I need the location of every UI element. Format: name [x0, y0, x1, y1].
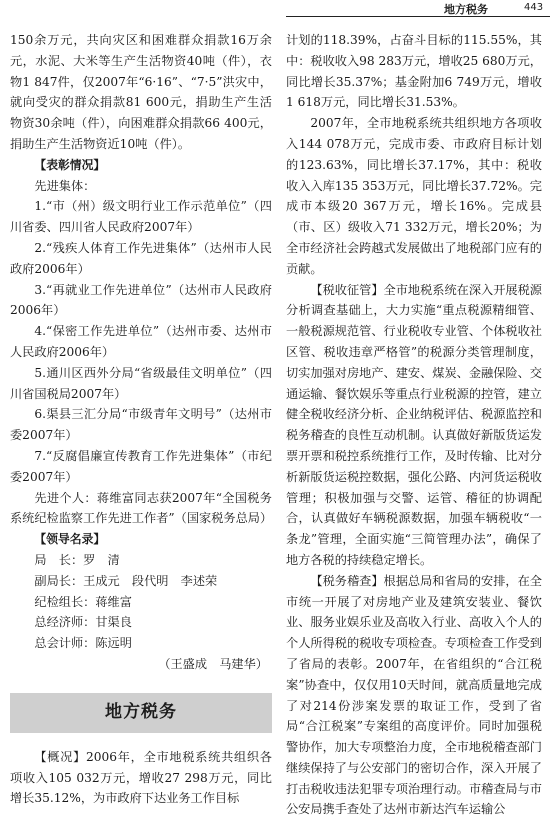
running-header [0, 0, 550, 18]
header-title: 地方税务 [444, 3, 488, 16]
leader-discipline: 纪检组长：蒋维富 [34, 594, 132, 609]
right-paragraph-2: 2007年，全市地税系统共组织地方各项收入144 078万元，完成市委、市政府目标计划的123.63%，同比增长37.17%，其中：税收收入入库135 353万元，同比增长37.72%。完成市本级20 367万元，增长16%。完成县（市、区）级收入71 332万元，增长20%；为全市经济社会跨越式发展做出了地税部门应有的贡献。 [286, 116, 542, 276]
page-number: 443 [524, 2, 544, 13]
right-column [286, 30, 542, 820]
collective-item-6: 6.渠县三汇分局“市级青年文明号”（达州市委2007年） [10, 407, 272, 443]
leader-economist: 总经济师：甘渠良 [34, 615, 132, 630]
individual-paragraph: 先进个人：蒋维富同志获2007年“全国税务系统纪检监察工作先进工作者”（国家税务总局） [10, 490, 273, 526]
section-banner [10, 693, 272, 733]
header-rule [286, 16, 550, 17]
leaders-head-label: 【领导名录】 [34, 532, 106, 547]
collective-item-3: 3.“再就业工作先进单位”（达州市人民政府2006年） [10, 282, 272, 318]
section-title: 地方税务 [105, 702, 177, 723]
overview-paragraph: 【概况】2006年，全市地税系统共组织各项收入105 032万元，增收27 298万元，同比增长35.12%，为市政府下达业务工作目标 [10, 749, 272, 806]
collective-item-1: 1.“市（州）级文明行业工作示范单位”（四川省委、四川省人民政府2007年） [10, 199, 272, 235]
leader-accountant: 总会计师：陈远明 [34, 636, 132, 651]
left-column [10, 30, 272, 809]
collective-item-5: 5.通川区西外分局“省级最佳文明单位”（四川省国税局2007年） [10, 365, 272, 401]
collective-item-2: 2.“残疾人体育工作先进集体”（达州市人民政府2006年） [10, 240, 272, 276]
leaders-heading [10, 529, 272, 550]
leader-deputies: 副局长：王成元 段代明 李述荣 [34, 573, 218, 588]
tax-inspection-paragraph: 【税务稽查】根据总局和省局的安排，在全市统一开展了对房地产业及建筑安装业、餐饮业、服务业娱乐业及高收入行业、高收入个人的个人所得税的税收专项检查。专项检查工作受到了省局的表彰。2007年，在省组织的“合江税案”协查中，仅仅用10天时间，就高质量地完成了对214份涉案发票的取证工作，受到了省局“合江税案”专案组的高度评价。同时加强税警协作，加大专项整治力度，全市地税稽查部门继续保持了与公安部门的密切合作，深入开展了打击税收违法犯罪专项治理行动。市稽查局与市公安局携手查处了达州市新达汽车运输公 [286, 573, 542, 817]
tax-collection-paragraph: 【税收征管】全市地税系统在深入开展税源分析调查基础上，大力实施“重点税源精细管、一般税源规范管、行业税收专业管、个体税收社区管、税收违章严格管”的税源分类管理制度，切实加强对房地产、建安、煤炭、金融保险、交通运输、餐饮娱乐等重点行业税源的控管，建立健全税收经济分析、企业纳税评估、税源监控和税务稽查的良性互动机制。认真做好新版货运发票开票和税控系统推行工作，及时传输、比对分析新版货运税控数据，强化公路、内河货运税收管理；积极加强与交警、运管、稽征的协调配合，认真做好车辆税源数据，加强车辆税收“一条龙”管理，全面实施“三简管理办法”，确保了地方各税的持续稳定增长。 [286, 282, 542, 567]
intro-paragraph: 150余万元，共向灾区和困难群众捐款16万余元，水泥、大米等生产生活物资40吨（件），衣物1 847件，仅2007年“6·16”、“7·5”洪灾中，就向受灾的群众捐款81 600元，捐助生产生活物资30余吨（件），向困难群众捐款66 400元，捐助生产生活物资近10吨（件）。 [10, 33, 272, 151]
author-signature: （王盛成 马建华） [158, 656, 268, 671]
commendation-head-label: 【表彰情况】 [34, 157, 106, 172]
collective-item-7: 7.“反腐倡廉宣传教育工作先进集体”（市纪委2007年） [10, 448, 272, 484]
commendation-heading [10, 155, 272, 176]
collective-label: 先进集体： [34, 178, 96, 193]
leader-director: 局 长：罗 清 [34, 552, 120, 567]
collective-item-4: 4.“保密工作先进单位”（达州市委、达州市人民政府2006年） [10, 324, 272, 359]
right-paragraph-1: 计划的118.39%，占奋斗目标的115.55%，其中：税收收入98 283万元，增收25 680万元，同比增长35.37%；基金附加6 749万元，增收1 618万元，同比增长31.53%。 [286, 33, 542, 110]
